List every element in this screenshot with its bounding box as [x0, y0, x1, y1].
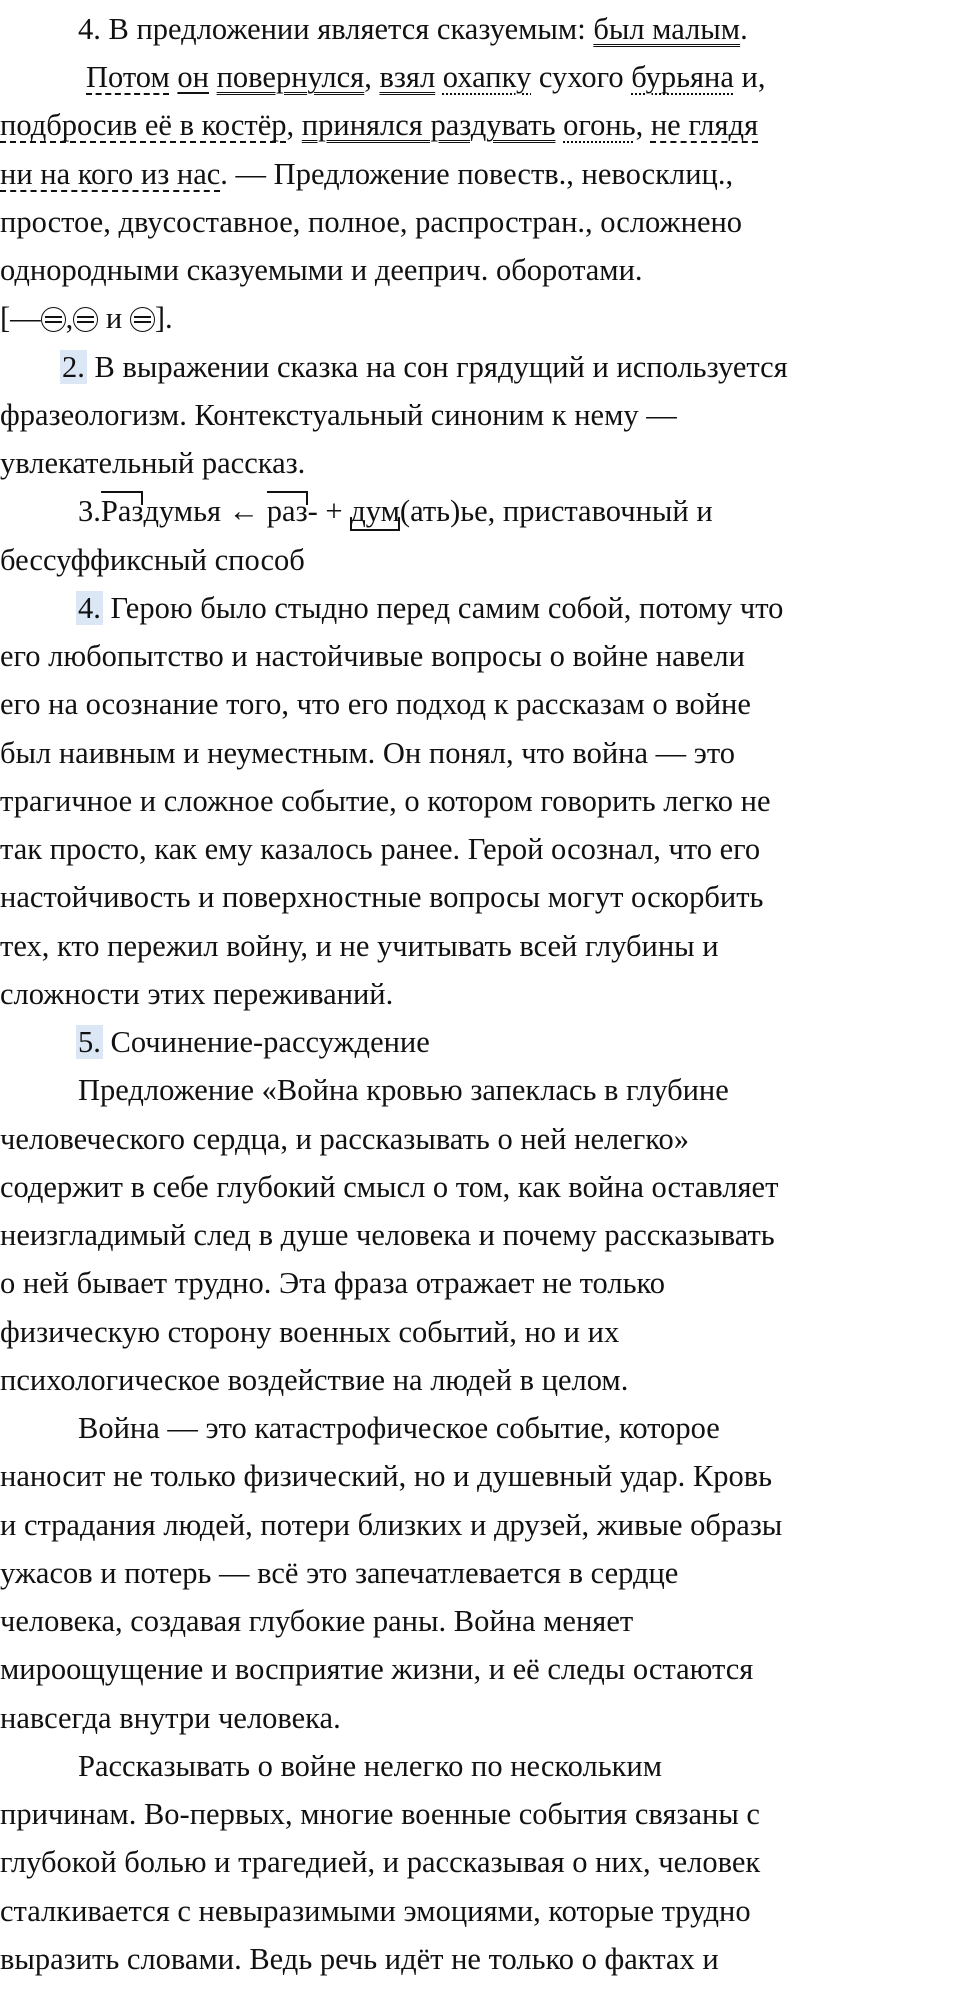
item-4-line-1: 4. Герою было стыдно перед самим собой, потому что: [78, 591, 784, 625]
essay-p1-line-2: человеческого сердца, и рассказывать о ней нелегко»: [0, 1122, 690, 1156]
item-4-line-9: сложности этих переживаний.: [0, 977, 394, 1011]
essay-p3-line-3: глубокой болью и трагедией, и рассказывая о них, человек: [0, 1845, 761, 1879]
item-2-line-3: увлекательный рассказ.: [0, 446, 306, 480]
item-2-line-1: 2. В выражении сказка на сон грядущий и используется: [62, 350, 788, 384]
item-4-line-2: его любопытство и настойчивые вопросы о войне навели: [0, 639, 745, 673]
sentence-line-1: Потом он повернулся, взял охапку сухого бурьяна и,: [86, 60, 766, 94]
essay-p1-line-7: психологическое воздействие на людей в целом.: [0, 1363, 629, 1397]
essay-p1-line-1: Предложение «Война кровью запеклась в глубине: [78, 1073, 729, 1107]
essay-p1-line-4: неизгладимый след в душе человека и почему рассказывать: [0, 1218, 775, 1252]
item-4-line-6: так просто, как ему казалось ранее. Герой осознал, что его: [0, 832, 761, 866]
item-4-line-3: его на осознание того, что его подход к рассказам о войне: [0, 687, 751, 721]
item-2-line-2: фразеологизм. Контекстуальный синоним к нему —: [0, 398, 677, 432]
item-5-title: 5. Сочинение-рассуждение: [78, 1025, 430, 1059]
object-underlined: охапку: [442, 60, 532, 94]
prefix-mark: раз: [267, 487, 308, 535]
participial-circle-icon: [130, 307, 155, 332]
item-number-3: 3.: [78, 494, 101, 528]
sentence-scheme: [— , и ].: [0, 301, 173, 335]
object-underlined: огонь: [563, 108, 636, 142]
predicate-underlined: был малым: [593, 12, 741, 46]
essay-p3-line-4: сталкивается с невыразимыми эмоциями, которые трудно: [0, 1894, 751, 1928]
essay-p1-line-3: содержит в себе глубокий смысл о том, как война оставляет: [0, 1170, 779, 1204]
analysis-line-1: простое, двусоставное, полное, распростран., осложнено: [0, 205, 743, 239]
essay-p2-line-3: и страдания людей, потери близких и друзей, живые образы: [0, 1508, 783, 1542]
participial-phrase-underlined: ни на кого из нас: [0, 157, 221, 191]
sentence-line-2: подбросив её в костёр, принялся раздувать огонь, не глядя: [0, 108, 759, 142]
subject-underlined: он: [177, 60, 209, 94]
essay-p1-line-6: физическую сторону военных событий, но и их: [0, 1315, 620, 1349]
item-4-line-7: настойчивость и поверхностные вопросы могут оскорбить: [0, 880, 764, 914]
participial-phrase-underlined: не глядя: [650, 108, 759, 142]
item-4-predicate-line: 4. В предложении является сказуемым: был малым.: [78, 12, 748, 46]
essay-p2-line-1: Война — это катастрофическое событие, которое: [78, 1411, 720, 1445]
root-mark: дум: [350, 487, 400, 535]
participial-circle-icon: [41, 307, 66, 332]
essay-p1-line-5: о ней бывает трудно. Эта фраза отражает не только: [0, 1266, 666, 1300]
item-3-line-2: бессуффиксный способ: [0, 543, 305, 577]
predicate-underlined: повернулся: [216, 60, 365, 94]
object-underlined: бурьяна: [631, 60, 734, 94]
predicate-underlined: принялся раздувать: [301, 108, 556, 142]
participial-phrase-underlined: подбросив её в костёр: [0, 108, 287, 142]
item-number-2: 2.: [62, 350, 85, 384]
participial-circle-icon: [73, 307, 98, 332]
essay-p2-line-7: навсегда внутри человека.: [0, 1701, 341, 1735]
essay-p3-line-1: Рассказывать о войне нелегко по нескольким: [78, 1749, 663, 1783]
item-4-line-5: трагичное и сложное событие, о котором говорить легко не: [0, 784, 771, 818]
essay-p2-line-4: ужасов и потерь — всё это запечатлевается в сердце: [0, 1556, 679, 1590]
prefix-mark-word: Раз: [101, 487, 144, 535]
predicate-underlined: взял: [379, 60, 436, 94]
essay-p2-line-5: человека, создавая глубокие раны. Война меняет: [0, 1604, 634, 1638]
analysis-line-2: однородными сказуемыми и дееприч. оборотами.: [0, 253, 643, 287]
item-number-5: 5.: [78, 1025, 101, 1059]
item-number-4: 4.: [78, 591, 101, 625]
essay-p3-line-2: причинам. Во-первых, многие военные события связаны с: [0, 1797, 760, 1831]
item-4-line-8: тех, кто пережил войну, и не учитывать всей глубины и: [0, 929, 719, 963]
item-3-line-1: 3.Раздумья ← раз- + дум(ать)ье, приставочный и: [78, 487, 713, 535]
adverbial-underlined: Потом: [86, 60, 170, 94]
essay-p2-line-2: наносит не только физический, но и душевный удар. Кровь: [0, 1459, 773, 1493]
essay-p2-line-6: мироощущение и восприятие жизни, и её следы остаются: [0, 1652, 754, 1686]
essay-p3-line-5: выразить словами. Ведь речь идёт не только о фактах и: [0, 1942, 719, 1976]
item-4-line-4: был наивным и неуместным. Он понял, что война — это: [0, 736, 736, 770]
sentence-line-3: ни на кого из нас. — Предложение повеств., невосклиц.,: [0, 157, 734, 191]
